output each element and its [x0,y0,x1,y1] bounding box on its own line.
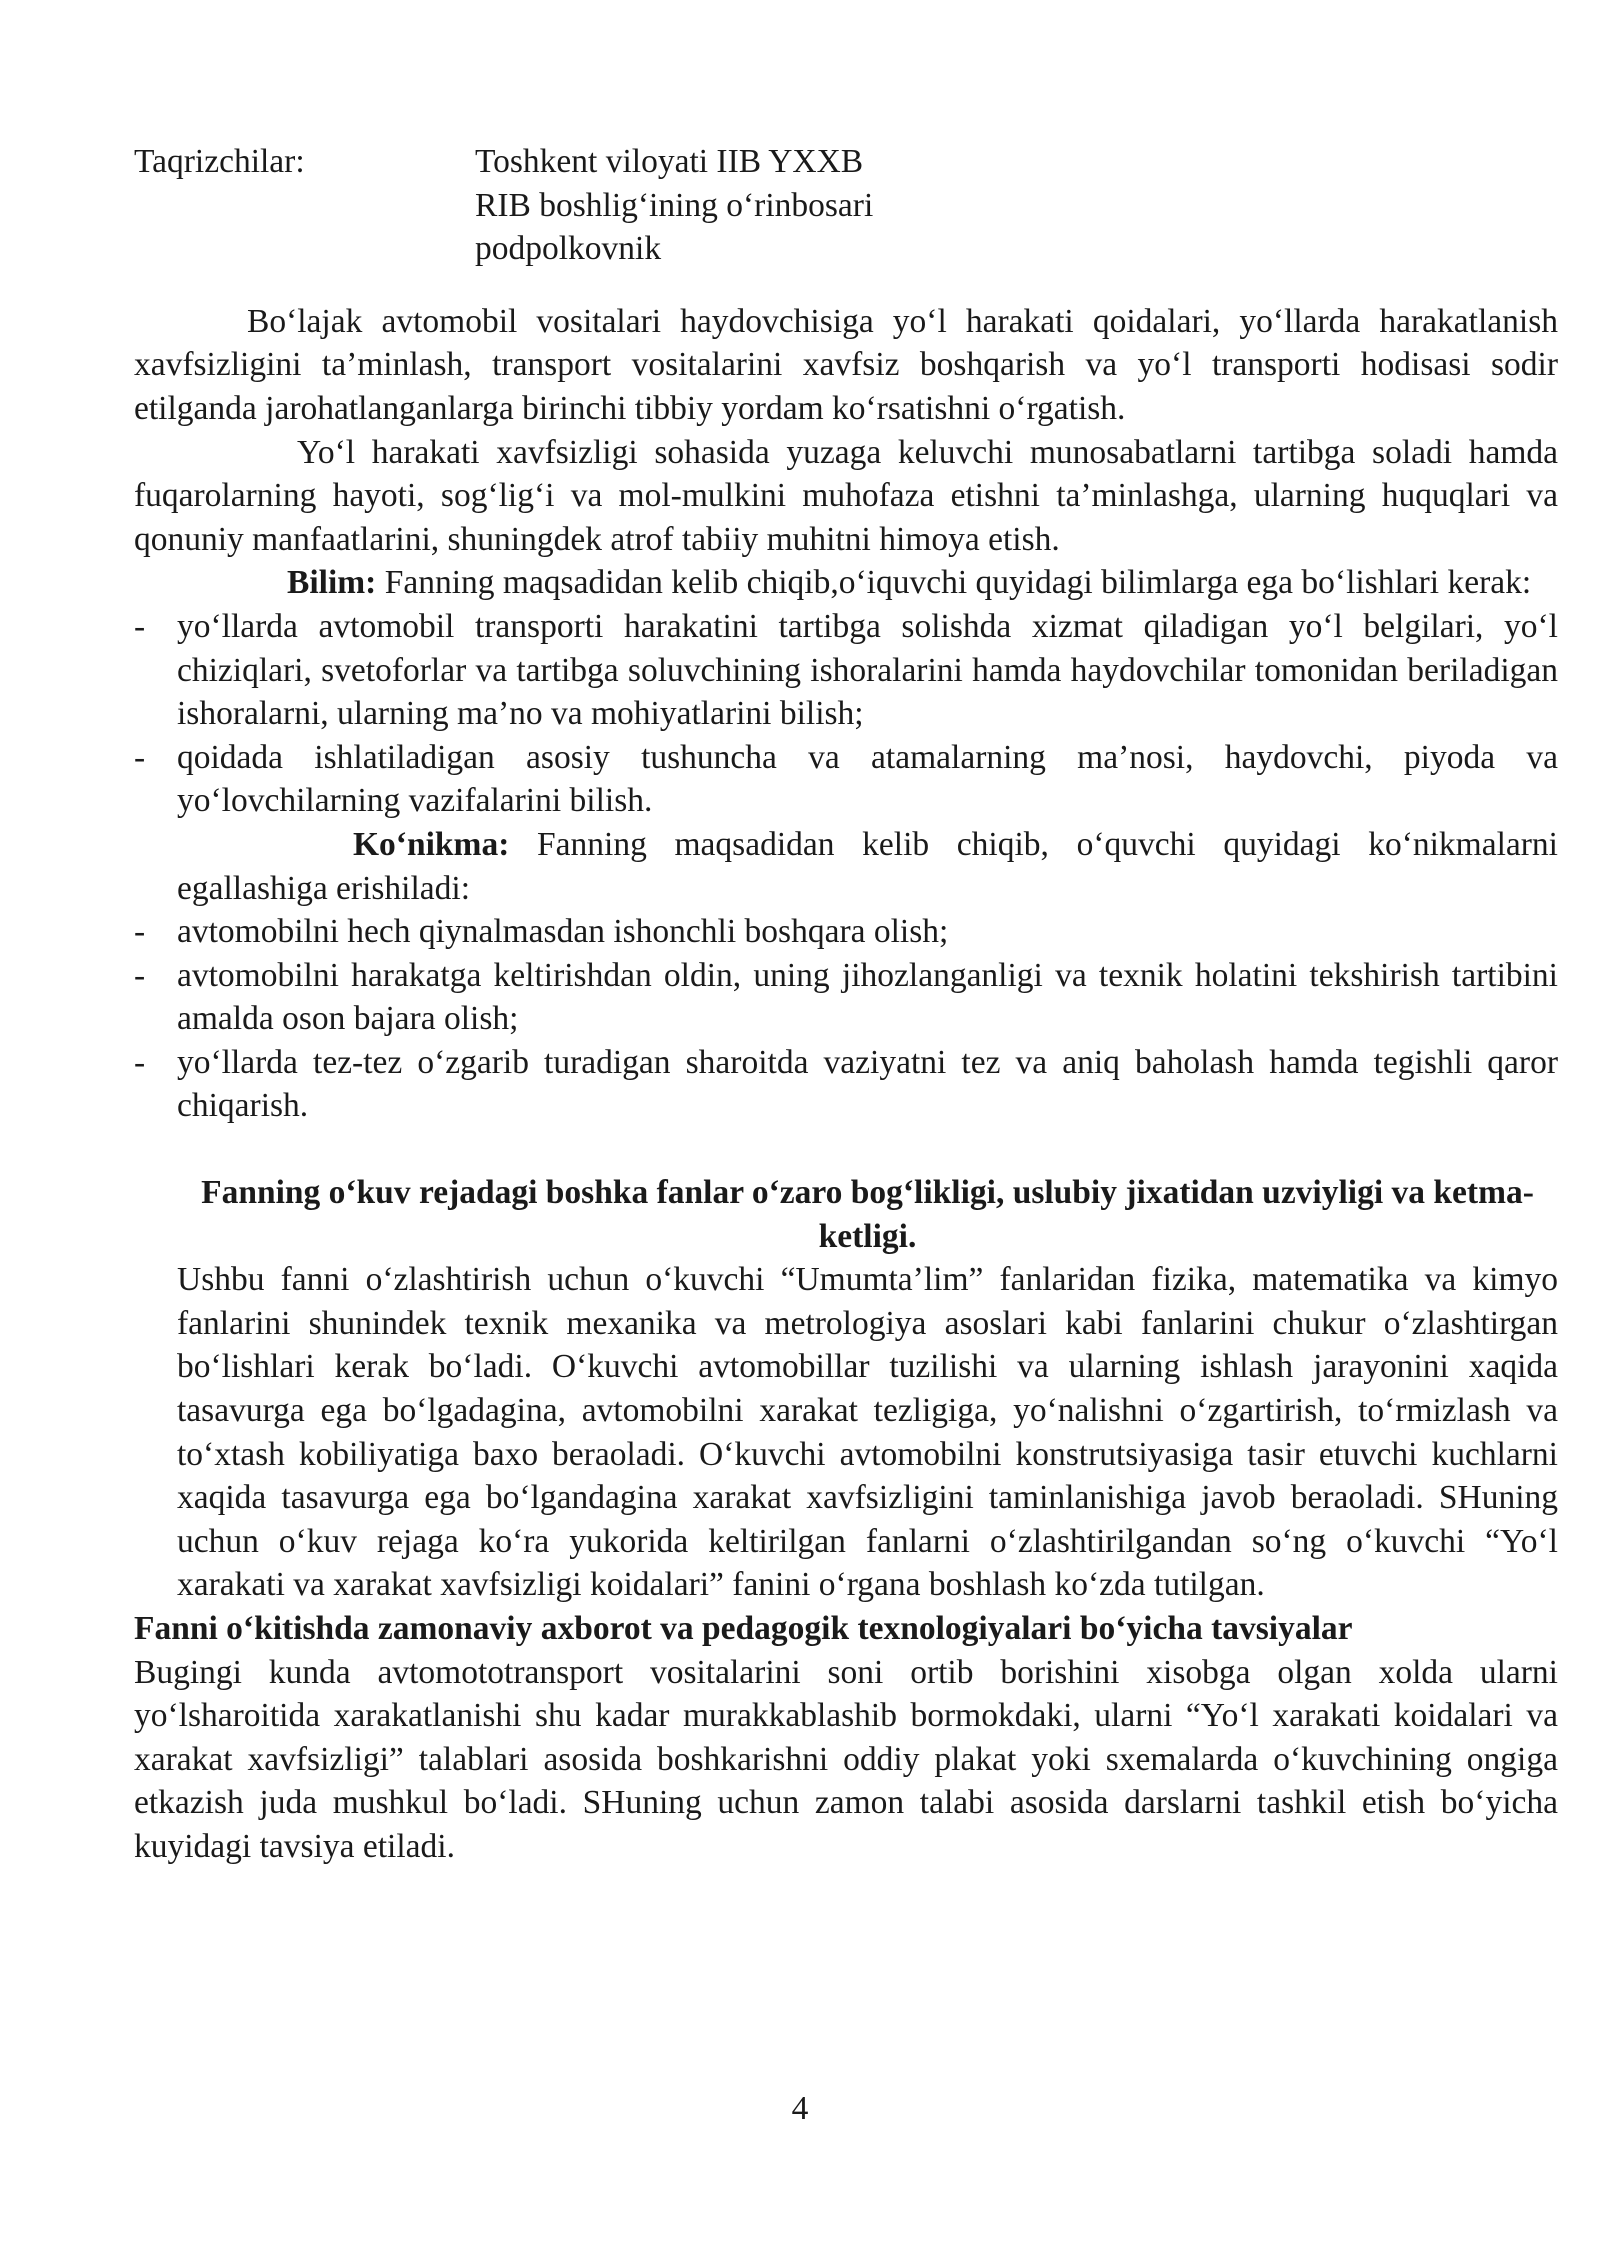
list-item [134,736,1558,823]
reviewer-line: Toshkent viloyati IIB YXXB [475,143,864,180]
paragraph-tasks: Yo‘l harakati xavfsizligi sohasida yuzaga keluvchi munosabatlarni tartibga soladi hamda fuqarolarning hayoti, sog‘lig‘i va mol-mulkini muhofaza etishni ta’minlashga, ularning huquqlari va qonuniy manfaatlarini, shuningdek atrof tabiiy muhitni himoya etish. [134,433,1558,558]
list-dash: - [134,1043,146,1081]
list-dash: - [134,913,146,951]
konikma-text: Fanning maqsadidan kelib chiqib, o‘quvchi quyidagi ko‘nikmalarni egallashiga erishiladi: [177,825,1558,907]
bilim-text: Fanning maqsadidan kelib chiqib,o‘iquvchi quyidagi bilimlarga ega bo‘lishlari kerak: [376,564,1532,602]
paragraph-recommendations: Bugingi kunda avtomototransport vositalarini soni ortib borishini xisobga olgan xolda ularni yo‘lsharoitida xarakatlanishi shu kadar murakkablashib bormokdaki, ularni “Yo‘l xarakati koidalari va xarakat xavfsizligi” talablari asosida boshkarishni oddiy plakat yoki sxemalarda o‘kuvchining ongiga etkazish juda mushkul bo‘ladi. SHuning uchun zamon talabi asosida darslarni tashkil etish bo‘yicha kuyidagi tavsiya etiladi. [134,1653,1558,1865]
reviewers-block [134,140,1558,271]
reviewers-label: Taqrizchilar: [134,143,305,180]
list-item-text: avtomobilni harakatga keltirishdan oldin, uning jihozlanganligi va texnik holatini tekshirish tartibini amalda oson bajara olish; [177,956,1558,1038]
list-item [134,954,1558,1041]
paragraph-goal: Bo‘lajak avtomobil vositalari haydovchisiga yo‘l harakati qoidalari, yo‘llarda harakatlanish xavfsizligini ta’minlash, transport vositalarini xavfsiz boshqarish va yo‘l transporti hodisasi sodir etilganda jarohatlanganlarga birinchi tibbiy yordam ko‘rsatishni o‘rgatish. [134,302,1558,427]
list-item-text: avtomobilni hech qiynalmasdan ishonchli boshqara olish; [177,913,949,951]
page-content [134,140,1558,1869]
bilim-label: Bilim: [287,564,377,602]
bilim-intro [134,561,1558,605]
list-item [134,1041,1558,1128]
konikma-label: Ko‘nikma: [353,825,510,863]
page-number: 4 [791,2090,809,2127]
list-dash: - [134,607,146,645]
list-dash: - [134,956,146,994]
section-heading: Fanni o‘kitishda zamonaviy axborot va pedagogik texnologiyalari bo‘yicha tavsiyalar [134,1610,1353,1647]
paragraph-relations: Ushbu fanni o‘zlashtirish uchun o‘kuvchi “Umumta’lim” fanlaridan fizika, matematika va kimyo fanlarini shunindek texnik mexanika va metrologiya asoslari kabi fanlarini chukur o‘zlashtirgan bo‘lishlari kerak bo‘ladi. O‘kuvchi avtomobillar tuzilishi va ularning ishlash jarayonini xaqida tasavurga ega bo‘lgadagina, avtomobilni xarakat tezligiga, yo‘nalishni o‘zgartirish, to‘rmizlash va to‘xtash kobiliyatiga baxo beraoladi. O‘kuvchi avtomobilni konstrutsiyasiga tasir etuvchi kuchlarni xaqida tasavurga ega bo‘lgandagina xarakat xavfsizligini taminlanishiga javob beraoladi. SHuning uchun o‘kuv rejaga ko‘ra yukorida keltirilgan fanlarni o‘zlashtirilgandan so‘ng o‘kuvchi “Yo‘l xarakati va xarakat xavfsizligi koidalari” fanini o‘rgana boshlash ko‘zda tutilgan. [177,1261,1558,1604]
list-item-text: yo‘llarda avtomobil transporti harakatini tartibga solishda xizmat qiladigan yo‘l belgilari, yo‘l chiziqlari, svetoforlar va tartibga soluvchining ishoralarini hamda haydovchilar tomonidan beriladigan ishoralarni, ularning ma’no va mohiyatlarini bilish; [177,607,1558,733]
list-dash: - [134,738,146,776]
reviewer-line: RIB boshlig‘ining o‘rinbosari [475,186,874,224]
list-item [134,910,1558,954]
list-item-text: yo‘llarda tez-tez o‘zgarib turadigan sharoitda vaziyatni tez va aniq baholash hamda tegishli qaror chiqarish. [177,1043,1558,1125]
list-item [134,605,1558,736]
reviewers-lines [475,140,873,271]
konikma-intro [134,823,1558,910]
reviewer-line: podpolkovnik [475,230,662,268]
section-heading: Fanning o‘kuv rejadagi boshka fanlar o‘zaro bog‘likligi, uslubiy jixatidan uzviyligi va ketma-ketligi. [201,1174,1534,1255]
list-item-text: qoidada ishlatiladigan asosiy tushuncha va atamalarning ma’nosi, haydovchi, piyoda va yo‘lovchilarning vazifalarini bilish. [177,738,1558,820]
